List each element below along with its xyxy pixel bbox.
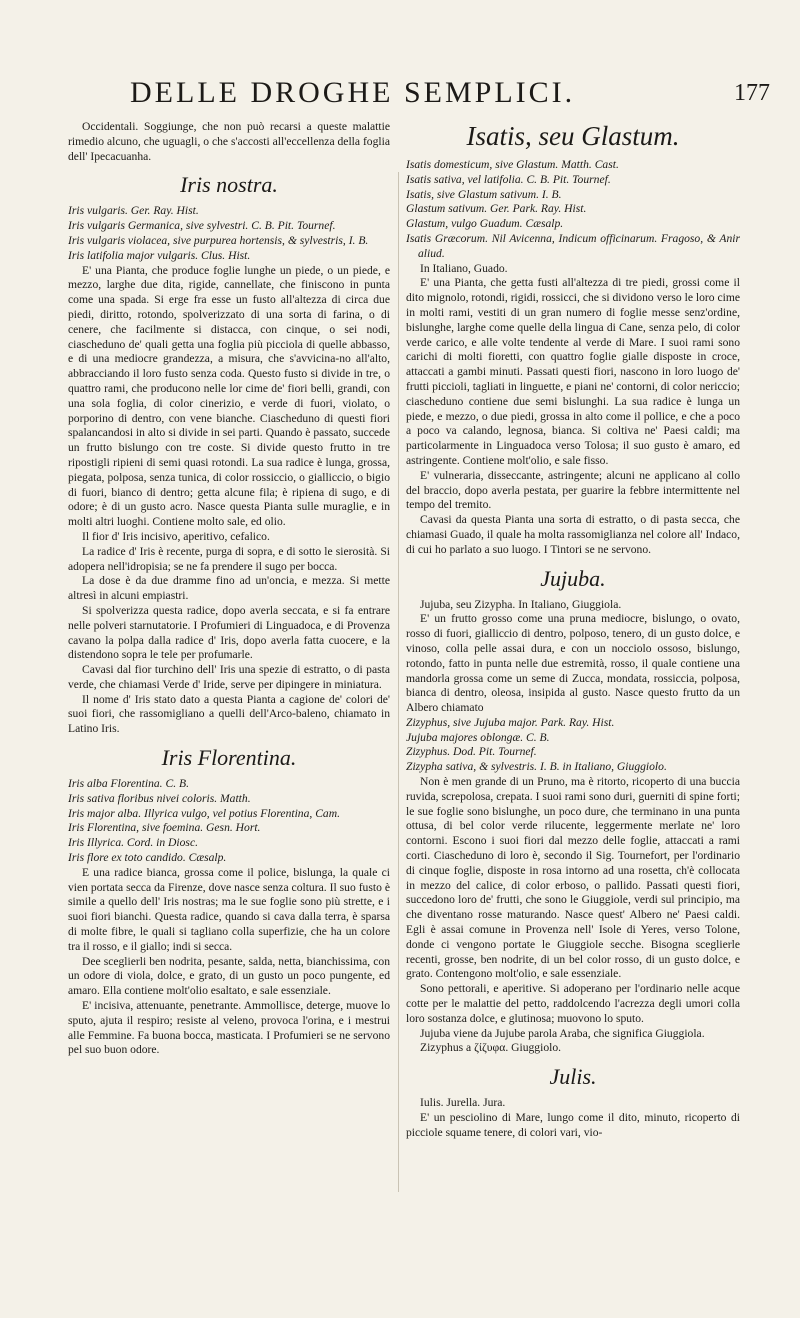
section-heading-iris-florentina: Iris Florentina.: [161, 745, 297, 771]
body-paragraph: E' vulneraria, disseccante, astringente; alcuni ne applicano al collo del braccio, dopo averla pestata, per guarire la febbre intermittente nel tempo del tremito.: [406, 468, 740, 512]
left-column: [68, 120, 390, 1058]
synonym-line: Zizypha sativa, & sylvestris. I. B. in Italiano, Giuggiolo.: [406, 760, 667, 774]
synonym-line: Jujuba majores oblongæ. C. B.: [406, 730, 550, 744]
synonym-line: Iris flore ex toto candido. Cæsalp.: [68, 851, 227, 865]
body-paragraph: Cavasi da questa Pianta una sorta di estratto, o di pasta secca, che chiamasi Guado, il quale ha molta rassomiglianza nel colore all' Indaco, di cui ho parlato a suo luogo. I Tintori se ne servono.: [406, 513, 740, 556]
body-paragraph: Jujuba, seu Zizypha. In Italiano, Giuggiola.: [420, 597, 622, 611]
page-number: 177: [734, 80, 770, 106]
running-title: DELLE DROGHE SEMPLICI.: [130, 76, 576, 109]
body-paragraph: E' una Pianta, che produce foglie lunghe un piede, o un piede, e mezzo, larghe due dita, rigide, cannellate, che finiscono in punta come una spada. Si erge fra esse un fusto all'altezza di circa due piedi, diritto, rotondo, spolverizzato di una sorta di farina, o di cenere, che facilmente si distacca, con cinque, o sei nodi, ciascheduno de' quali getta una foglia più picciola di quelle abbasso, e di una mediocre grandezza, a misura, che s'avvicina-no all'alto, abbracciando il loro fusto senza coda. Questo fusto si divide in tre, o quattro rami, che producono nelle lor cime de' fiori belli, grandi, con una sola foglia, di color cinerizio, e verde di fuori, violato, o porporino di dentro, con vene bianche. Ciascheduno di questi fiori spalancandosi in alto si divide in sei parti. Quando è passato, succede un frutto bislungo con tre coste. Si divide questo frutto in tre ripostigli ripieni di semi quasi rotondi. La sua radice è lunga, grossa, piegata, polposa, senza tunica, di color rossiccio, o gialliccio, o bigio di fuori, bianco di dentro; getta alcune fila; è ripiena di sugo, e di odore; è di un gusto acro. Nasce questa Pianta sulle muraglie, e in molti altri luoghi. Contiene molto sale, ed olio.: [68, 263, 390, 529]
intro-paragraph: Occidentali. Soggiunge, che non può recarsi a queste malattie rimedio alcuno, che uguagli, o che s'accosti all'eccellenza della foglia dell' Ipecacuanha.: [68, 120, 390, 163]
synonym-line: Iris major alba. Illyrica vulgo, vel potius Florentina, Cam.: [68, 806, 340, 820]
body-paragraph: E' incisiva, attenuante, penetrante. Ammollisce, deterge, muove lo sputo, ajuta il respiro; resiste al veleno, provoca l'orina, e i mestrui alle Femmine. Fa buona bocca, masticata. I Profumieri se ne servono pel suo buon odore.: [68, 999, 390, 1057]
section-heading-iris-nostra: Iris nostra.: [180, 172, 278, 198]
synonym-line: In Italiano, Guado.: [420, 261, 508, 275]
synonym-line: Glastum sativum. Ger. Park. Ray. Hist.: [406, 202, 587, 216]
body-paragraph: Non è men grande di un Pruno, ma è ritorto, ricoperto di una buccia ruvida, screpolosa, crepata. I suoi rami sono duri, guerniti di spine forti; le sue foglie sono bislunghe, un poco dure, che terminano in una punta ottusa, di bel color verde rilucente, leggermente merlate ne' loro contorni. Escono i suoi fiori dal mezzo delle foglie, attaccati a rami corti. Ciascheduno di loro è, secondo il Sig. Tournefort, per l'ordinario di cinque foglie, disposte in rosa intorno ad una rosetta, ch'è collocata in mezzo del calice, di color erboso, o pallido. Passati questi fiori, succedono loro de' frutti, che sono le Giuggiole, verdi sul principio, ma che diventano rosse maturando. Nasce quest' Albero ne' Paesi caldi. Egli è assai comune in Provenza nell' Isole di Yeres, verso Tolone, donde ci vengono portate le Giuggiole secche. Bisogna sceglierle recenti, grosse, ben nodrite, di un bel color rosso, di un gusto dolce, e grato. Contengono molt'olio, e sale essenziale.: [406, 775, 740, 981]
body-paragraph: Il nome d' Iris stato dato a questa Pianta a cagione de' colori de' suoi fiori, che rassomigliano a quelli dell'Arco-baleno, chiamato in Latino Iris.: [68, 692, 390, 736]
body-paragraph: Sono pettorali, e aperitive. Si adoperano per l'ordinario nelle acque cotte per le malattie del petto, raddolcendo l'acrezza degli umori colla loro sostanza dolce, e glutinosa; muovono lo sputo.: [406, 982, 740, 1025]
synonym-line: Iris vulgaris. Ger. Ray. Hist.: [68, 204, 199, 218]
synonym-line: Isatis sativa, vel latifolia. C. B. Pit. Tournef.: [406, 172, 611, 186]
synonym-line: Isatis, sive Glastum sativum. I. B.: [406, 187, 562, 201]
body-paragraph: E' un frutto grosso come una pruna mediocre, bislungo, o ovato, rosso di fuori, gialliccio di dentro, polposo, tenero, di un gusto dolce, e vinoso, colla pelle assai dura, e con un nocciolo ossoso, bislungo, rotondo, fatto in punta nelle due estremità, rosso, il quale contiene una mandorla grossa come un seme di Zucca, mondata, rossiccia, polposa, bianca di dentro, oleosa, insipida al gusto. Nasce questo frutto da un Albero chiamato: [406, 612, 740, 715]
page-header: [130, 76, 770, 110]
synonym-line: Isatis domesticum, sive Glastum. Matth. Cast.: [406, 158, 619, 171]
body-paragraph: Si spolverizza questa radice, dopo averla seccata, e si fa entrare nelle polveri starnutatorie. I Profumieri di Linguadoca, e di Provenza cavano la polpa dalla radice d' Iris, dopo averla fatta cuocere, e la distendono sopra le tele per profumarle.: [68, 603, 390, 662]
body-paragraph: E' un pesciolino di Mare, lungo come il dito, minuto, ricoperto di picciole squame tenere, di colori vari, vio-: [406, 1111, 740, 1139]
body-paragraph: E' una Pianta, che getta fusti all'altezza di tre piedi, grossi come il dito mignolo, rotondi, rigidi, rossicci, che si dividono verso le loro cime in molti rami, vestiti di un gran numero di foglie messe senz'ordine, bislunghe, larghe come quelle della lingua di Cane, senza pelo, di color verde carico, e alle volte tendente al verde di Mare. I suoi rami sono carichi di molti fioretti, con quattro foglie gialle disposte in croce, attaccati a gambi minuti. Passati questi fiori, nascono in loro luogo de' frutti piccioli, tagliati in linguette, e piani ne' contorni, di color nericcio; ciascheduno contiene due semi bislunghi. La sua radice è lunga un piede, e mezzo, o due piedi, grossa in alto come il pollice, e che a poco a poco va calando, legnosa, bianca. Si coltiva ne' Paesi caldi; ma particolarmente in Linguadoca verso Tolosa; il suo gusto è amaro, ed astringente. Contiene molt'olio, e sale fisso.: [406, 276, 740, 467]
synonym-line: Isatis Græcorum. Nil Avicenna, Indicum officinarum. Fragoso, & Anir aliud.: [406, 231, 740, 260]
synonym-line: Iris vulgaris violacea, sive purpurea hortensis, & sylvestris, I. B.: [68, 233, 369, 247]
right-column: [406, 120, 740, 1141]
body-paragraph: E una radice bianca, grossa come il police, bislunga, la quale ci vien portata secca da Firenze, dove nasce senza coltura. Il suo fusto è simile a quello dell' Iris nostras; ma le sue foglie sono più strette, e i suoi fiori bianchi. Questa radice, quando si cava dalla terra, è sparsa di molte fibre, le quali si tagliano colla superfizie, che ha un colore tra il rosso, e il giallo; indi si secca.: [68, 865, 390, 953]
body-paragraph: Dee sceglierli ben nodrita, pesante, salda, netta, bianchissima, con un odore di viola, dolce, e grato, di un gusto un poco pungente, ed amaro. Ella contiene molt'olio esaltato, e sale essenziale.: [68, 954, 390, 998]
synonym-line: Iris Florentina, sive foemina. Gesn. Hort.: [68, 821, 261, 835]
body-paragraph: Zizyphus a ζίζυφα. Giuggiolo.: [420, 1041, 562, 1055]
synonym-line: Iris alba Florentina. C. B.: [68, 777, 189, 791]
body-paragraph: Cavasi dal fior turchino dell' Iris una spezie di estratto, o di pasta verde, che chiamasi Verde d' Iride, serve per dipingere in miniatura.: [68, 663, 390, 691]
body-paragraph: La radice d' Iris è recente, purga di sopra, e di sotto le sierosità. Si adopera nell'idropisia; se ne fa prendere il sugo per bocca.: [68, 544, 390, 573]
body-paragraph: Jujuba viene da Jujube parola Araba, che significa Giuggiola.: [420, 1026, 705, 1040]
section-heading-isatis: Isatis, seu Glastum.: [466, 121, 680, 151]
synonym-line: Iris latifolia major vulgaris. Clus. Hist.: [68, 248, 251, 262]
synonym-line: Iris sativa floribus nivei coloris. Matth.: [68, 791, 251, 805]
synonym-line: Zizyphus. Dod. Pit. Tournef.: [406, 745, 537, 759]
column-divider: [398, 172, 399, 1192]
body-paragraph: Il fior d' Iris incisivo, aperitivo, cefalico.: [82, 529, 270, 543]
synonym-line: Iris vulgaris Germanica, sive sylvestri. C. B. Pit. Tournef.: [68, 219, 336, 233]
synonym-line: Iris Illyrica. Cord. in Diosc.: [68, 836, 198, 850]
section-heading-jujuba: Jujuba.: [540, 565, 606, 591]
synonym-line: Glastum, vulgo Guadum. Cæsalp.: [406, 217, 564, 231]
section-heading-iulis: Julis.: [549, 1064, 597, 1090]
body-paragraph: La dose è da due dramme fino ad un'oncia, e mezza. Si mette altresì in alcuni empiastri.: [68, 574, 390, 603]
body-paragraph: Iulis. Jurella. Jura.: [420, 1096, 506, 1110]
synonym-line: Zizyphus, sive Jujuba major. Park. Ray. Hist.: [406, 715, 615, 729]
